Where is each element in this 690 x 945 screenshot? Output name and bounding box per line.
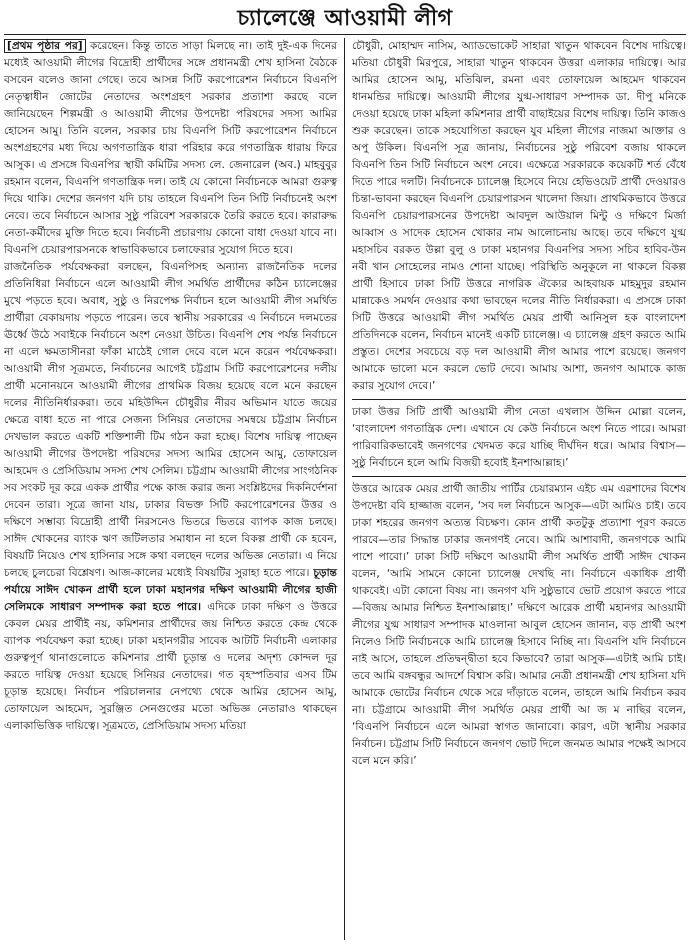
right-paragraph-1: চৌধুরী, মোহাম্মদ নাসিম, অ্যাডভোকেট সাহারা খাতুন থাকবেন বিশেষ দায়িত্বে। মতিয়া চৌধুরী মিরপুরে, সাহারা খাতুন থাকবেন উত্তরা এলাকার দায়িত্বে। আর আমির হোসেন আমু, মতিঝিল, রমনা এবং তোফায়েল আহমেদ থাকবেন ধানমন্ডির দায়িত্বে। আওয়ামী লীগের যুগ্ম-সাধারণ সম্পাদক ডা. দীপু মনিকে দেওয়া হয়েছে ঢাকা মহিলা কমিশনার প্রার্থী বাছাইয়ের বিশেষ দায়িত্ব। তিনি কাজও শুরু করেছেন। তাকে সহযোগিতা করছেন যুব মহিলা লীগের নাজমা আক্তার ও অপু উকিল। বিএনপি সূত্র জানায়, নির্বাচনের সুষ্ঠু পরিবেশ বজায় থাকলে বিএনপি তিন সিটি নির্বাচনে অংশ নেবে। এক্ষেত্রে সরকারকে কয়েকটি শর্ত বেঁধে দিতে পারে দলটি। নির্বাচনকে চ্যালেঞ্জ হিসেবে নিয়ে হেভিওয়েট প্রার্থী দেওয়ারও চিন্তা-ভাবনা করছেন বিএনপি চেয়ারপারসন খালেদা জিয়া। প্রাথমিকভাবে উত্তরে বিএনপি চেয়ারপারসনের উপদেষ্টা আবদুল আউয়াল মিন্টু ও দক্ষিণে মির্জা আব্বাস ও সাদেক হোসেন খোকার নাম আলোচনায় আছে। তবে দক্ষিণে যুগ্ম মহাসচিব বরকত উল্লা বুলু ও ঢাকা মহানগর বিএনপির সদস্য সচিব হাবিব-উন নবী খান সোহেলের নামও শোনা যাচ্ছে। পরিস্থিতি অনুকূলে না থাকলে বিকল্প প্রার্থী হিসাবে ঢাকা সিটি উত্তরে নাগরিক ঐক্যের আহবায়ক মাহমুদুর রহমান মান্নাকেও সমর্থন দেওয়ার কথা ভাবছেন দলের নীতি নির্ধারকরা। এ প্রসঙ্গে ঢাকা সিটি উত্তরে আওয়ামী লীগ সমর্থিত মেয়র প্রার্থী আনিসুল হক বাংলাদেশ প্রতিদিনকে বলেন, নির্বাচন মানেই একটি চ্যালেঞ্জ। এ চ্যালেঞ্জ গ্রহণ করতে আমি প্রস্তুত। দেশের সবচেয়ে বড় দল আওয়ামী লীগ আমার পাশে রয়েছে। জনগণ আমাকে ভালো মনে করলে ভোট দেবে। আমায় আশা, জনগণ আমাকে কাজ করার সুযোগ দেবে।’ [352,40,686,392]
right-paragraph-2: ঢাকা উত্তর সিটি প্রার্থী আওয়ামী লীগ নেতা এখলাস উদ্দিন মোল্লা বলেন, ‘বাংলাদেশ গণতান্ত্রিক দেশ। এখানে যে কেউ নির্বাচনে অংশ নিতে পারে। আমরা পারিবারিকভাবেই জনগণের খেদমত করে যাচ্ছি দীর্ঘদিন ধরে। আমার বিশ্বাস—সুষ্ঠু নির্বাচনে হলে আমি বিজয়ী হবোই ইনশাআল্লাহ।’ [352,406,686,469]
jump-label: [প্রথম পৃষ্ঠার পর] [4,39,86,53]
left-column [4,38,345,940]
article-columns [4,38,686,940]
right-paragraph-3: উত্তরে আরেক মেয়র প্রার্থী জাতীয় পার্টির চেয়ারম্যান এইচ এম এরশাদের বিশেষ উপদেষ্টা ববি হাজ্জাজ বলেন, ‘সব দল নির্বাচনে আসুক—এটা আমিও চাই। তবে ঢাকা শহরের জনগণ অত্যন্ত বিচক্ষণ। কোন প্রার্থী কতটুকু প্রত্যাশা পূরণ করতে পারবে—তার সিদ্ধান্ত ঢাকার জনগণই নেবে। আমি আশাবাদী, জনগণকে আমি পাশে পাবো।’ ঢাকা সিটি দক্ষিণে আওয়ামী লীগ সমর্থিত প্রার্থী সাঈদ খোকন বলেন, ‘আমি সামনে কোনো চ্যালেঞ্জ দেখছি না। নির্বাচনে একাধিক প্রার্থী থাকবেই। এটা কোনো বিষয় না। জনগণ যদি সুষ্ঠুভাবে ভোট প্রয়োগ করতে পারে—বিজয় আমার নিশ্চিত ইনশাআল্লাহ।’ দক্ষিণে আরেক প্রার্থী মহানগর আওয়ামী লীগের যুগ্ম সাধারণ সম্পাদক মাওলানা আবুল হোসেন জানান, বড় প্রার্থী অংশ নিলেও সিটি নির্বাচনকে আমি চ্যালেঞ্জ হিসাবে নিচ্ছি না। বিএনপি যদি নির্বাচনে নাই আসে, তাহলে প্রতিদ্বন্দ্বীতা হবে কিভাবে? তারা আসুক—এটাই আমি চাই। তবে আমি বঙ্গবন্ধুর আদর্শে বিশ্বাস করি। আমার নেত্রী প্রধানমন্ত্রী শেখ হাসিনা যদি আমাকে ভোটের নির্বাচন থেকে সরে দাঁড়াতে বলেন, তাহলে আমি নির্বাচন করব না। চট্টগ্রামে আওয়ামী লীগ সমর্থিত মেয়র প্রার্থী আ জ ম নাছির বলেন, ‘বিএনপি নির্বাচনে এলে আমরা স্বাগত জানাবো। কারণ, এটা স্থানীয় সরকার নির্বাচন। চট্টগ্রাম সিটি নির্বাচনে জনগণ ভোট দিলে জনমত আমার পক্ষেই আসবে বলে মনে করি।’ [352,483,686,767]
left-paragraph-3-text: এদিকে ঢাকা দক্ষিণ ও উত্তরে কেবল মেয়র প্রার্থীই নয়, কমিশনার প্রার্থীদের জয় নিশ্চিত করতে কেন্দ্র থেকে ব্যাপক পর্যবেক্ষণ করা হচ্ছে। ঢাকা মহানগরীর সাবেক আটটি নির্বাচনী এলাকার গুরুত্বপূর্ণ থানাগুলোতে কমিশনার প্রার্থী চূড়ান্ত ও দলের অদৃশ্য কোন্দল দূর করতে দায়িত্ব দেওয়া হয়েছে সিনিয়র নেতাদের। গত বৃহস্পতিবার এসব টিম চূড়ান্ত হয়েছে। নির্বাচন পরিচালনার নেপথ্যে থেকে আমির হোসেন আমু, তোফায়েল আহমেদ, সুরঞ্জিত সেনগুপ্তের মতো অভিজ্ঞ নেতারাও থাকছেন এলাকাভিত্তিক দায়িত্বে। সূত্রমতে, প্রেসিডিয়াম সদস্য মতিয়া [4,601,338,732]
right-divider-1 [352,399,686,400]
top-rule [4,34,686,35]
headline: চ্যালেঞ্জে আওয়ামী লীগ [237,6,453,31]
right-column [345,38,686,940]
left-paragraph-2-text: রাজনৈতিক পর্যবেক্ষকরা বলছেন, বিএনপিসহ অন্যান্য রাজনৈতিক দলের প্রতিনিধিরা নির্বাচনে এলে আওয়ামী লীগ সমর্থিত প্রার্থীদের কঠিন চ্যালেঞ্জের মুখে পড়তে হবে। অবাধ, সুষ্ঠু ও নিরপেক্ষ নির্বাচন হলে আওয়ামী লীগ সমর্থিত প্রার্থীরা বেকায়দায় পড়তে পারেন। তবে স্থানীয় সরকারের এ নির্বাচনে দলমতের ঊর্ধ্বে উঠে সবাইকে নির্বাচনে অংশ নেওয়া উচিত। বিএনপি শেষ পর্যন্ত নির্বাচনে না এলে ক্ষমতাসীনরা ফাঁকা মাঠেই গোল দেবে বলে মনে করেন পর্যবেক্ষকরা। আওয়ামী লীগ সূত্রমতে, নির্বাচনের আগেই চট্টগ্রাম সিটি করপোরেশনের দলীয় প্রার্থী মনোনয়নে আওয়ামী লীগের প্রাথমিক বিজয় হয়েছে বলে মনে করছেন দলের নীতিনির্ধারকরা। তবে মহিউদ্দিন চৌধুরীর নীরব অভিমান যাতে জয়ের ক্ষেত্রে বাধা হতে না পারে সেজন্য সিনিয়র নেতাদের সমন্বয়ে চট্টগ্রাম নির্বাচন দেখভাল করতে একটি শক্তিশালী টিম গঠন করা হচ্ছে। বিশেষ দায়িত্ব পাচ্ছেন আওয়ামী লীগের উপদেষ্টা পরিষদের সদস্য আমির হোসেন আমু, তোফায়েল আহমেদ ও প্রেসিডিয়াম সদস্য শেখ সেলিম। চট্টগ্রাম আওয়ামী লীগের সাংগঠনিক সব সংকট দূর করে একক প্রার্থীর পক্ষে কাজ করার জন্য সংশ্লিষ্টদের দিকনির্দেশনা দেবেন তারা। সূত্রে জানা যায়, ঢাকার বিভক্ত সিটি করপোরেশনের উত্তর ও দক্ষিণে সম্ভাব্য বিদ্রোহী প্রার্থী নিরসনেও ভিতরে ভিতরে ব্যাপক কাজ চলছে। সাঈদ খোকনের ব্যাংক ঋণ জটিলতার সমাধান না হলে বিকল্প প্রার্থী কে হবেন, বিষয়টি নিয়েও শেখ হাসিনার সঙ্গে কথা বলছেন দলের অভিজ্ঞ নেতারা। এ নিয়ে চলছে চুলচেরা বিশ্লেষণ। আজ-কালের মধ্যেই বিষয়টির সুরাহা হতে পারে। [4,261,337,579]
left-paragraph-1-text: করেছেন। কিন্তু তাতে সাড়া মিলছে না। তাই দুই-এক দিনের মধ্যেই আওয়ামী লীগের বিদ্রোহী প্রার্থীদের সঙ্গে প্রধানমন্ত্রী শেখ হাসিনা বৈঠকে বসবেন বলেও জানা গেছে। তবে আসন্ন সিটি করপোরেশন নির্বাচনে বিএনপি নেতৃত্বাধীন জোটের নেতাদের অংশগ্রহণ সরকার প্রত্যাশা করছে বলে জানিয়েছেন শিল্পমন্ত্রী ও আওয়ামী লীগের উপদেষ্টা পরিষদের সদস্য আমির হোসেন আমু। তিনি বলেন, সরকার চায় বিএনপি সিটি করপোরেশন নির্বাচনে অংশগ্রহণের মধ্য দিয়ে অগণতান্ত্রিক ধারা পরিহার করে গণতান্ত্রিক ধারায় ফিরে আসুক। এ প্রসঙ্গে বিএনপির স্থায়ী কমিটির সদস্য লে. জেনারেল (অব.) মাহবুবুর রহমান বলেন, বিএনপি গণতান্ত্রিক দল। তাই যে কোনো নির্বাচনকে আমরা গুরুত্ব দিয়ে থাকি। দেশের জনগণ যদি চায় তাহলে বিএনপি তিন সিটি নির্বাচনেই অংশ নেবে। তবে নির্বাচনে আসার সুষ্ঠু পরিবেশ সরকারকে তৈরি করতে হবে। কারারুদ্ধ নেতা-কর্মীদের মুক্তি দিতে হবে। নির্বাচনী প্রচারণায় কোনো বাধা দেওয়া যাবে না। বিএনপি চেয়ারপারসনকে স্বাভাবিকভাবে চলাফেরার সুযোগ দিতে হবে। [4,40,337,256]
bold-highlight: চূড়ান্ত পর্যায়ে সাঈদ খোকন প্রার্থী হলে ঢাকা মহানগর দক্ষিণ আওয়ামী লীগের হাজী সেলিমকে সাধারণ সম্পাদক করা হতে পারে। [4,567,337,613]
left-paragraph-1 [4,38,337,259]
left-paragraph-2 [4,259,337,735]
right-divider-2 [352,476,686,477]
